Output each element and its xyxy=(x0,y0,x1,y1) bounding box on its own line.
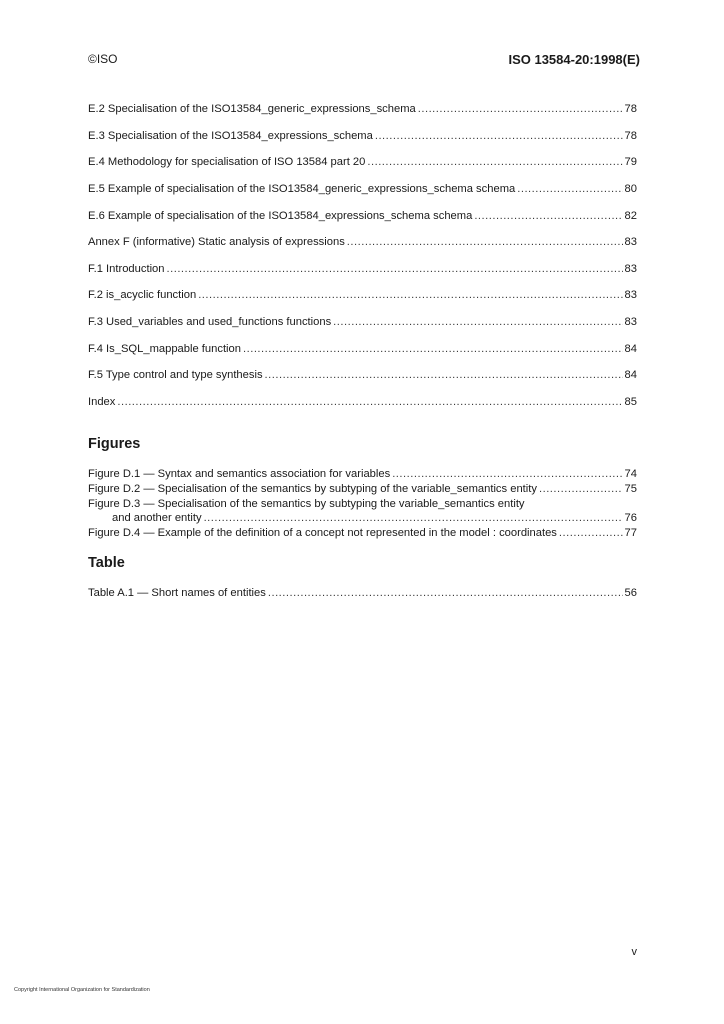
table-entry[interactable] xyxy=(88,586,637,600)
page-number: v xyxy=(631,946,637,958)
dot-leader xyxy=(204,511,623,525)
dot-leader xyxy=(367,155,622,169)
figure-entry-label: Figure D.2 — Specialisation of the semantics by subtyping of the variable_semantics entity xyxy=(88,483,537,495)
figure-entry-page: 76 xyxy=(624,512,637,524)
dot-leader xyxy=(392,467,622,481)
toc-entry-label: F.1 Introduction xyxy=(88,263,165,275)
dot-leader xyxy=(243,342,623,356)
dot-leader xyxy=(167,262,623,276)
table-entry-label: Table A.1 — Short names of entities xyxy=(88,587,266,599)
dot-leader xyxy=(517,182,622,196)
dot-leader xyxy=(418,102,623,116)
figures-heading: Figures xyxy=(88,436,141,452)
toc-entry-label: F.4 Is_SQL_mappable function xyxy=(88,343,241,355)
dot-leader xyxy=(333,315,622,329)
toc-entry[interactable] xyxy=(88,102,637,116)
dot-leader xyxy=(117,395,622,409)
figure-entry[interactable] xyxy=(88,526,637,540)
dot-leader xyxy=(474,209,622,223)
toc-entry[interactable] xyxy=(88,155,637,169)
figure-entry-label: Figure D.4 — Example of the definition of a concept not represented in the model : coordinates xyxy=(88,527,557,539)
dot-leader xyxy=(347,235,623,249)
toc-entry-label: E.2 Specialisation of the ISO13584_generic_expressions_schema xyxy=(88,103,416,115)
dot-leader xyxy=(268,586,623,600)
toc-entry-label: F.3 Used_variables and used_functions functions xyxy=(88,316,332,328)
toc-entry-label: F.2 is_acyclic function xyxy=(88,289,197,301)
tables-heading: Table xyxy=(88,555,125,571)
toc-entry-page: 84 xyxy=(624,343,637,355)
figure-entry-label-continued: and another entity xyxy=(112,512,202,524)
toc-entry-label: E.6 Example of specialisation of the ISO13584_expressions_schema schema xyxy=(88,210,473,222)
figure-entry-page: 74 xyxy=(624,468,637,480)
toc-entry-label: Index xyxy=(88,396,116,408)
copyright-footer: Copyright International Organization for Standardization xyxy=(14,987,150,993)
header-standard-id: ISO 13584-20:1998(E) xyxy=(508,52,640,67)
toc-entry[interactable] xyxy=(88,209,637,223)
figure-entry[interactable] xyxy=(88,482,637,496)
toc-entry-label: E.5 Example of specialisation of the ISO13584_generic_expressions_schema schema xyxy=(88,183,516,195)
toc-entry[interactable] xyxy=(88,342,637,356)
dot-leader xyxy=(559,526,623,540)
figure-entry-page: 77 xyxy=(624,527,637,539)
figure-entry-label: Figure D.1 — Syntax and semantics association for variables xyxy=(88,468,391,480)
toc-entry-label: F.5 Type control and type synthesis xyxy=(88,369,263,381)
figure-entry[interactable] xyxy=(88,467,637,481)
toc-entry-label: E.4 Methodology for specialisation of ISO 13584 part 20 xyxy=(88,156,366,168)
dot-leader xyxy=(198,288,622,302)
toc-entry[interactable] xyxy=(88,288,637,302)
toc-entry-page: 79 xyxy=(624,156,637,168)
toc-entry-label: E.3 Specialisation of the ISO13584_expressions_schema xyxy=(88,130,373,142)
table-entry-page: 56 xyxy=(624,587,637,599)
dot-leader xyxy=(539,482,623,496)
toc-entry-page: 78 xyxy=(624,103,637,115)
toc-entry[interactable] xyxy=(88,235,637,249)
toc-entry-page: 82 xyxy=(624,210,637,222)
toc-entry-page: 83 xyxy=(624,263,637,275)
toc-entry[interactable] xyxy=(88,395,637,409)
toc-entry-page: 80 xyxy=(624,183,637,195)
toc-entry[interactable] xyxy=(88,129,637,143)
dot-leader xyxy=(265,368,623,382)
dot-leader xyxy=(375,129,623,143)
toc-entry-page: 83 xyxy=(624,289,637,301)
toc-entry-label: Annex F (informative) Static analysis of expressions xyxy=(88,236,345,248)
toc-entry-page: 83 xyxy=(624,316,637,328)
figure-entry-continuation[interactable] xyxy=(112,511,637,525)
toc-entry-page: 84 xyxy=(624,369,637,381)
toc-entry[interactable] xyxy=(88,315,637,329)
toc-entry-page: 83 xyxy=(624,236,637,248)
header-copyright: ©ISO xyxy=(88,52,118,66)
figure-entry-label[interactable]: Figure D.3 — Specialisation of the semantics by subtyping the variable_semantics entity xyxy=(88,498,525,510)
figure-entry-page: 75 xyxy=(624,483,637,495)
toc-entry[interactable] xyxy=(88,368,637,382)
toc-entry-page: 85 xyxy=(624,396,637,408)
toc-entry[interactable] xyxy=(88,182,637,196)
toc-entry[interactable] xyxy=(88,262,637,276)
toc-entry-page: 78 xyxy=(624,130,637,142)
